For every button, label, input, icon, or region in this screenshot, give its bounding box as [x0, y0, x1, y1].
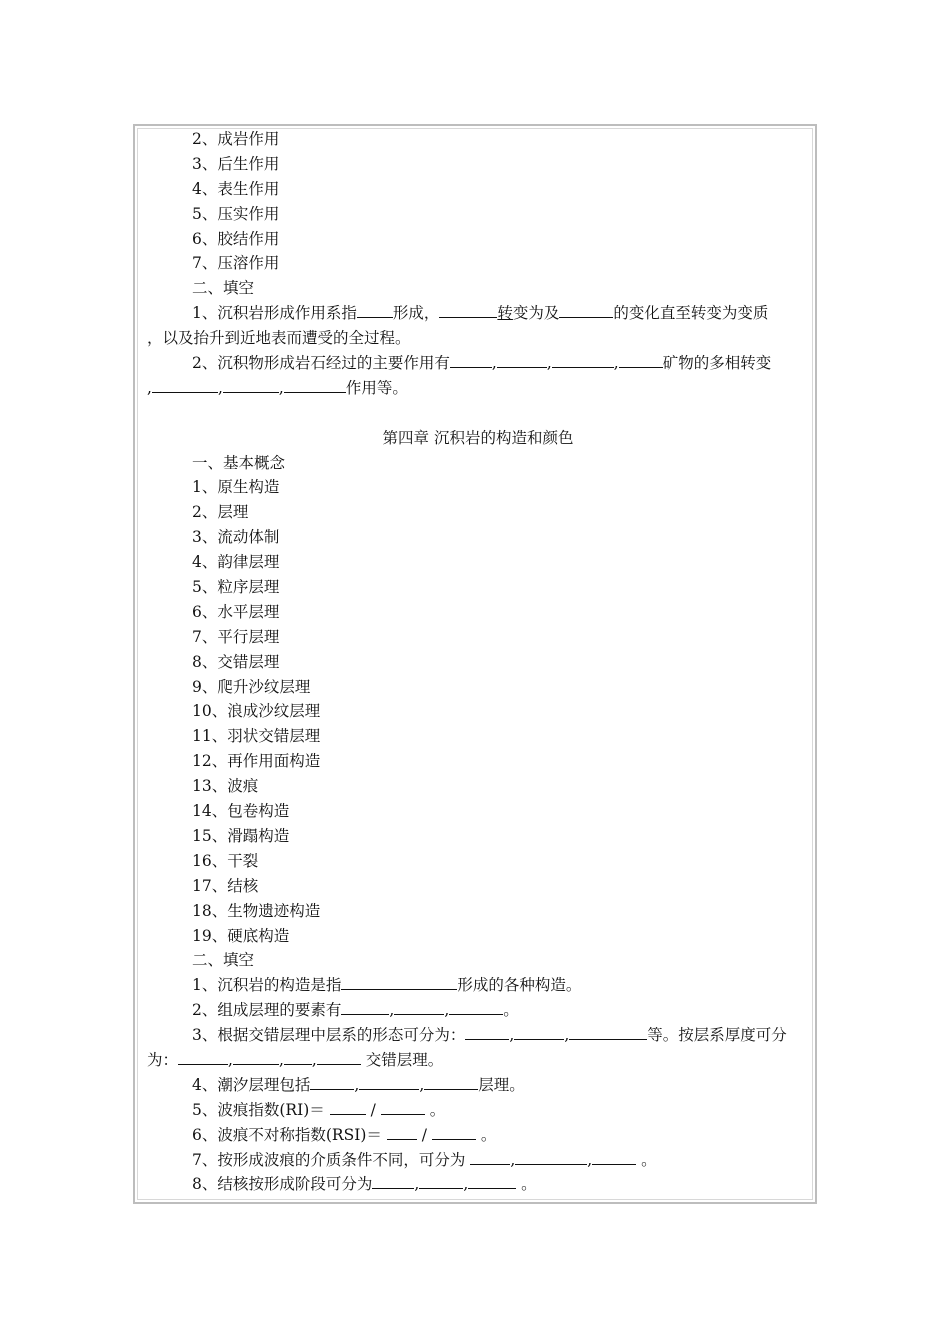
concept-item: 16、干裂 [192, 851, 259, 870]
separator: , [613, 354, 619, 373]
question-text: 5、波痕指数(RI)＝ [192, 1100, 325, 1119]
answer-blank[interactable] [284, 377, 346, 393]
concept-item: 12、再作用面构造 [192, 752, 321, 771]
answer-blank[interactable] [515, 1149, 587, 1165]
concept-item: 19、硬底构造 [192, 926, 290, 945]
answer-blank[interactable] [357, 302, 393, 318]
separator: , [509, 1026, 515, 1045]
question-text: 形成， [392, 304, 440, 323]
document-body [147, 127, 809, 1197]
separator: , [546, 354, 552, 373]
question-text: 4、潮汐层理包括 [192, 1075, 311, 1094]
separator: , [419, 1075, 425, 1094]
answer-blank[interactable] [394, 999, 444, 1015]
question-text: 等。按层系厚度可分 [647, 1026, 787, 1045]
concept-item: 11、羽状交错层理 [192, 727, 321, 746]
concept-item: 18、生物遗迹构造 [192, 901, 321, 920]
question-text: 2、组成层理的要素有 [192, 1001, 342, 1020]
concept-item: 4、韵律层理 [192, 553, 280, 572]
answer-blank[interactable] [432, 1124, 476, 1140]
answer-blank[interactable] [223, 377, 279, 393]
question-text: 变为及 [512, 304, 560, 323]
fill-question-8 [147, 1172, 809, 1197]
answer-blank[interactable] [592, 1149, 636, 1165]
concept-item: 3、后生作用 [192, 154, 280, 173]
separator: , [217, 378, 223, 397]
separator: , [311, 1050, 317, 1069]
answer-blank[interactable] [341, 974, 457, 990]
question-text: 转 [497, 304, 513, 323]
answer-blank[interactable] [552, 352, 614, 368]
question-text: 。 [636, 1150, 657, 1169]
concept-item: 7、压溶作用 [192, 254, 280, 273]
fill-question-2 [147, 998, 809, 1023]
answer-blank[interactable] [559, 302, 613, 318]
concept-item: 8、交错层理 [192, 652, 280, 671]
answer-blank[interactable] [372, 1173, 414, 1189]
spacer [147, 401, 809, 426]
fill-question-5 [147, 1098, 809, 1123]
question-text: 形成的各种构造。 [457, 976, 582, 995]
question-text: 1、沉积岩形成作用系指 [192, 304, 357, 323]
answer-blank[interactable] [569, 1024, 647, 1040]
separator: , [463, 1175, 469, 1194]
separator: , [491, 354, 497, 373]
fill-question-4 [147, 1073, 809, 1098]
question-text: 矿物的多相转变 [662, 354, 772, 373]
question-text: 8、结核按形成阶段可分为 [192, 1175, 373, 1194]
concept-item: 9、爬升沙纹层理 [192, 677, 311, 696]
separator: / [416, 1125, 432, 1144]
separator: , [147, 378, 152, 397]
answer-blank[interactable] [449, 999, 503, 1015]
concept-item: 2、层理 [192, 503, 249, 522]
question-text: 交错层理。 [360, 1050, 444, 1069]
answer-blank[interactable] [450, 352, 492, 368]
concept-item: 5、粒序层理 [192, 578, 280, 597]
answer-blank[interactable] [470, 1149, 510, 1165]
answer-blank[interactable] [439, 302, 497, 318]
concept-item: 5、压实作用 [192, 204, 280, 223]
concept-item: 6、胶结作用 [192, 229, 280, 248]
answer-blank[interactable] [310, 1074, 354, 1090]
answer-blank[interactable] [514, 1024, 564, 1040]
answer-blank[interactable] [424, 1074, 478, 1090]
separator: , [278, 378, 284, 397]
separator: , [354, 1075, 360, 1094]
question-text: 3、根据交错层理中层系的形态可分为： [192, 1026, 466, 1045]
separator: , [587, 1150, 593, 1169]
question-text: 7、按形成波痕的介质条件不同，可分为 [192, 1150, 466, 1169]
concept-item: 1、原生构造 [192, 478, 280, 497]
concept-item: 17、结核 [192, 876, 259, 895]
concept-item: 14、包卷构造 [192, 802, 290, 821]
fill-question-3 [147, 1023, 809, 1048]
concept-item: 7、平行层理 [192, 627, 280, 646]
fill-question-2 [147, 351, 809, 376]
answer-blank[interactable] [619, 352, 663, 368]
answer-blank[interactable] [387, 1124, 417, 1140]
question-text: 1、沉积岩的构造是指 [192, 976, 342, 995]
separator: , [389, 1001, 395, 1020]
answer-blank[interactable] [419, 1173, 463, 1189]
separator: , [414, 1175, 420, 1194]
chapter-title: 第四章 沉积岩的构造和颜色 [382, 428, 574, 447]
answer-blank[interactable] [497, 352, 547, 368]
question-continuation: ，以及抬升到近地表而遭受的全过程。 [147, 329, 411, 348]
question-text: 作用等。 [345, 378, 408, 397]
question-text: 为： [147, 1050, 179, 1069]
separator: , [564, 1026, 570, 1045]
fill-heading: 二、填空 [192, 279, 255, 298]
separator: / [365, 1100, 381, 1119]
answer-blank[interactable] [341, 999, 389, 1015]
fill-question-1 [147, 973, 809, 998]
concepts-heading: 一、基本概念 [192, 453, 286, 472]
question-text: 。 [475, 1125, 497, 1144]
question-text: 。 [424, 1100, 446, 1119]
question-text: 的变化直至转变为变质 [613, 304, 769, 323]
concept-item: 6、水平层理 [192, 602, 280, 621]
separator: , [444, 1001, 450, 1020]
concept-item: 13、波痕 [192, 777, 259, 796]
answer-blank[interactable] [468, 1173, 516, 1189]
separator: , [510, 1150, 516, 1169]
answer-blank[interactable] [317, 1049, 361, 1065]
fill-question-1 [147, 301, 809, 326]
answer-blank[interactable] [178, 1049, 228, 1065]
answer-blank[interactable] [330, 1099, 366, 1115]
fill-heading: 二、填空 [192, 951, 255, 970]
concept-item: 3、流动体制 [192, 528, 280, 547]
question-continuation [147, 1048, 809, 1073]
question-text: 。 [516, 1175, 537, 1194]
answer-blank[interactable] [233, 1049, 279, 1065]
concept-item: 10、浪成沙纹层理 [192, 702, 321, 721]
answer-blank[interactable] [465, 1024, 509, 1040]
concept-item: 2、成岩作用 [192, 130, 280, 148]
answer-blank[interactable] [284, 1049, 312, 1065]
concept-item: 4、表生作用 [192, 179, 280, 198]
separator: , [228, 1050, 233, 1069]
question-text: 2、沉积物形成岩石经过的主要作用有 [192, 354, 450, 373]
question-continuation [147, 376, 809, 401]
answer-blank[interactable] [381, 1099, 425, 1115]
question-text: 。 [503, 1001, 519, 1020]
question-text: 6、波痕不对称指数(RSI)＝ [192, 1125, 382, 1144]
fill-question-7 [147, 1148, 809, 1173]
separator: , [278, 1050, 284, 1069]
concept-item: 15、滑蹋构造 [192, 826, 290, 845]
answer-blank[interactable] [152, 377, 218, 393]
question-text: 层理。 [478, 1075, 525, 1094]
fill-question-6 [147, 1123, 809, 1148]
answer-blank[interactable] [359, 1074, 419, 1090]
